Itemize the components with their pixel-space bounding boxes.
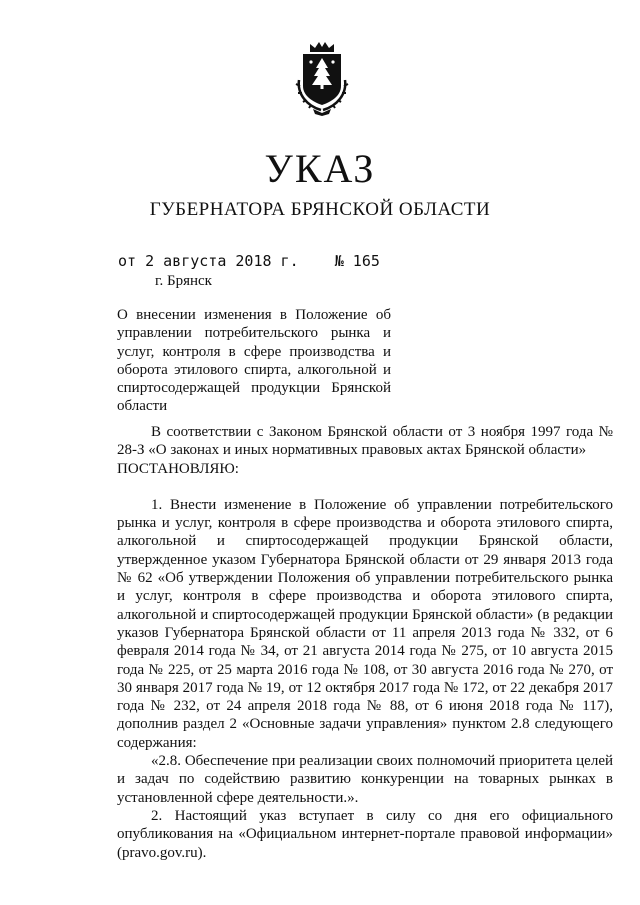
preamble-paragraph: В соответствии с Законом Брянской области от 3 ноября 1997 года № 28-З «О законах и иных нормативных правовых актах Брянской области» — [117, 424, 613, 459]
date-line — [118, 252, 380, 270]
document-number: № 165 — [334, 252, 380, 270]
decree-word: ПОСТАНОВЛЯЮ: — [117, 460, 239, 477]
bryansk-coat-of-arms-icon — [291, 40, 353, 116]
document-body — [117, 423, 613, 862]
document-date: от 2 августа 2018 г. — [118, 252, 299, 270]
item-2-paragraph: 2. Настоящий указ вступает в силу со дня его официального опубликования на «Официальном интернет-портале правовой информации» (pravo.gov.ru). — [117, 807, 613, 861]
document-subtitle: ГУБЕРНАТОРА БРЯНСКОЙ ОБЛАСТИ — [149, 199, 491, 220]
item-1-paragraph: 1. Внести изменение в Положение об управлении потребительского рынка и услуг, контроля в сфере производства и оборота этилового спирта, алкогольной и спиртосодержащей продукции Брянской области, утвержденное указом Губернатора Брянской области от 29 января 2013 года № 62 «Об утверждении Положения об управлении потребительского рынка и услуг, контроля в сфере производства и оборота этилового спирта, алкогольной и спиртосодержащей продукции Брянской области» (в редакции указов Губернатора Брянской области от 11 апреля 2013 года № 332, от 6 февраля 2014 года № 34, от 21 августа 2014 года № 275, от 10 августа 2015 года № 225, от 25 марта 2016 года № 108, от 30 августа 2016 года № 270, от 30 января 2017 года № 19, от 12 октября 2017 года № 172, от 22 декабря 2017 года № 232, от 24 апреля 2018 года № 88, от 6 июня 2018 года № 117), дополнив раздел 2 «Основные задачи управления» пунктом 2.8 следующего содержания: — [117, 496, 613, 751]
item-1-quote: «2.8. Обеспечение при реализации своих полномочий приоритета целей и задач по содействию развитию конкуренции на товарных рынках в установленной сфере деятельности.». — [117, 753, 613, 806]
document-title: УКАЗ — [264, 146, 376, 191]
document-city: г. Брянск — [155, 273, 212, 289]
document-subject: О внесении изменения в Положение об управлении потребительского рынка и услуг, контроля в сфере производства и оборота этилового спирта, алкогольной и спиртосодержащей продукции Брянской области — [117, 307, 391, 415]
